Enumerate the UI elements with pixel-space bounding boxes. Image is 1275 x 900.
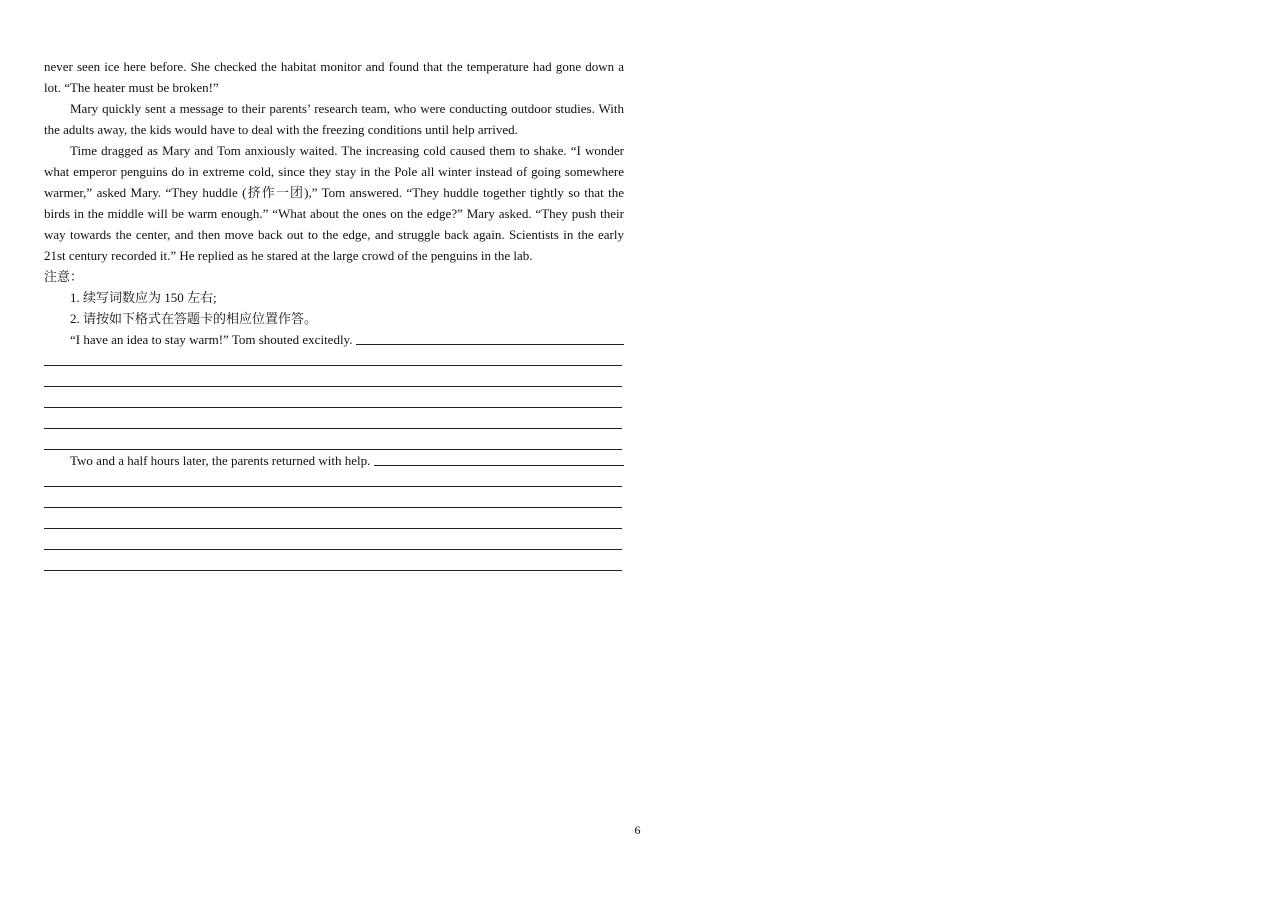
writing-blank-line[interactable] xyxy=(44,366,622,387)
writing-blank-line[interactable] xyxy=(44,550,622,571)
page-number: 6 xyxy=(634,823,641,837)
writing-blank-line[interactable] xyxy=(44,429,622,450)
writing-blank-line[interactable] xyxy=(44,387,622,408)
writing-blank-line[interactable] xyxy=(44,529,622,550)
writing-blank-line[interactable] xyxy=(44,408,622,429)
passage-paragraph-1: never seen ice here before. She checked the habitat monitor and found that the temperature had gone down a lot. “The heater must be broken!” xyxy=(44,59,624,95)
writing-blank-line[interactable] xyxy=(44,466,622,487)
writing-blank-line[interactable] xyxy=(44,508,622,529)
note-item-2: 2. 请按如下格式在答题卡的相应位置作答。 xyxy=(70,311,318,326)
note-item-1: 1. 续写词数应为 150 左右; xyxy=(70,290,217,305)
passage-paragraph-3: Time dragged as Mary and Tom anxiously waited. The increasing cold caused them to shake. “I wonder what emperor penguins do in extreme cold, since they stay in the Pole all winter instead of going somewhere warmer,” asked Mary. “They huddle (挤作一团),” Tom answered. “They huddle together tightly so that the birds in the middle will be warm enough.” “What about the ones on the edge?” Mary asked. “They push their way towards the center, and then move back out to the edge, and struggle back again. Scientists in the early 21st century recorded it.” He replied as he stared at the large crowd of the penguins in the lab. xyxy=(44,143,624,263)
writing-prompt-1-text: “I have an idea to stay warm!” Tom shouted excitedly. xyxy=(70,332,353,347)
writing-blank-line[interactable] xyxy=(44,345,622,366)
page-column xyxy=(44,56,624,576)
writing-prompt-2-text: Two and a half hours later, the parents returned with help. xyxy=(70,453,371,468)
writing-blank-line[interactable] xyxy=(44,487,622,508)
notes-heading: 注意： xyxy=(44,269,84,284)
passage-paragraph-2: Mary quickly sent a message to their parents’ research team, who were conducting outdoor studies. With the adults away, the kids would have to deal with the freezing conditions until help arrived. xyxy=(44,101,624,137)
